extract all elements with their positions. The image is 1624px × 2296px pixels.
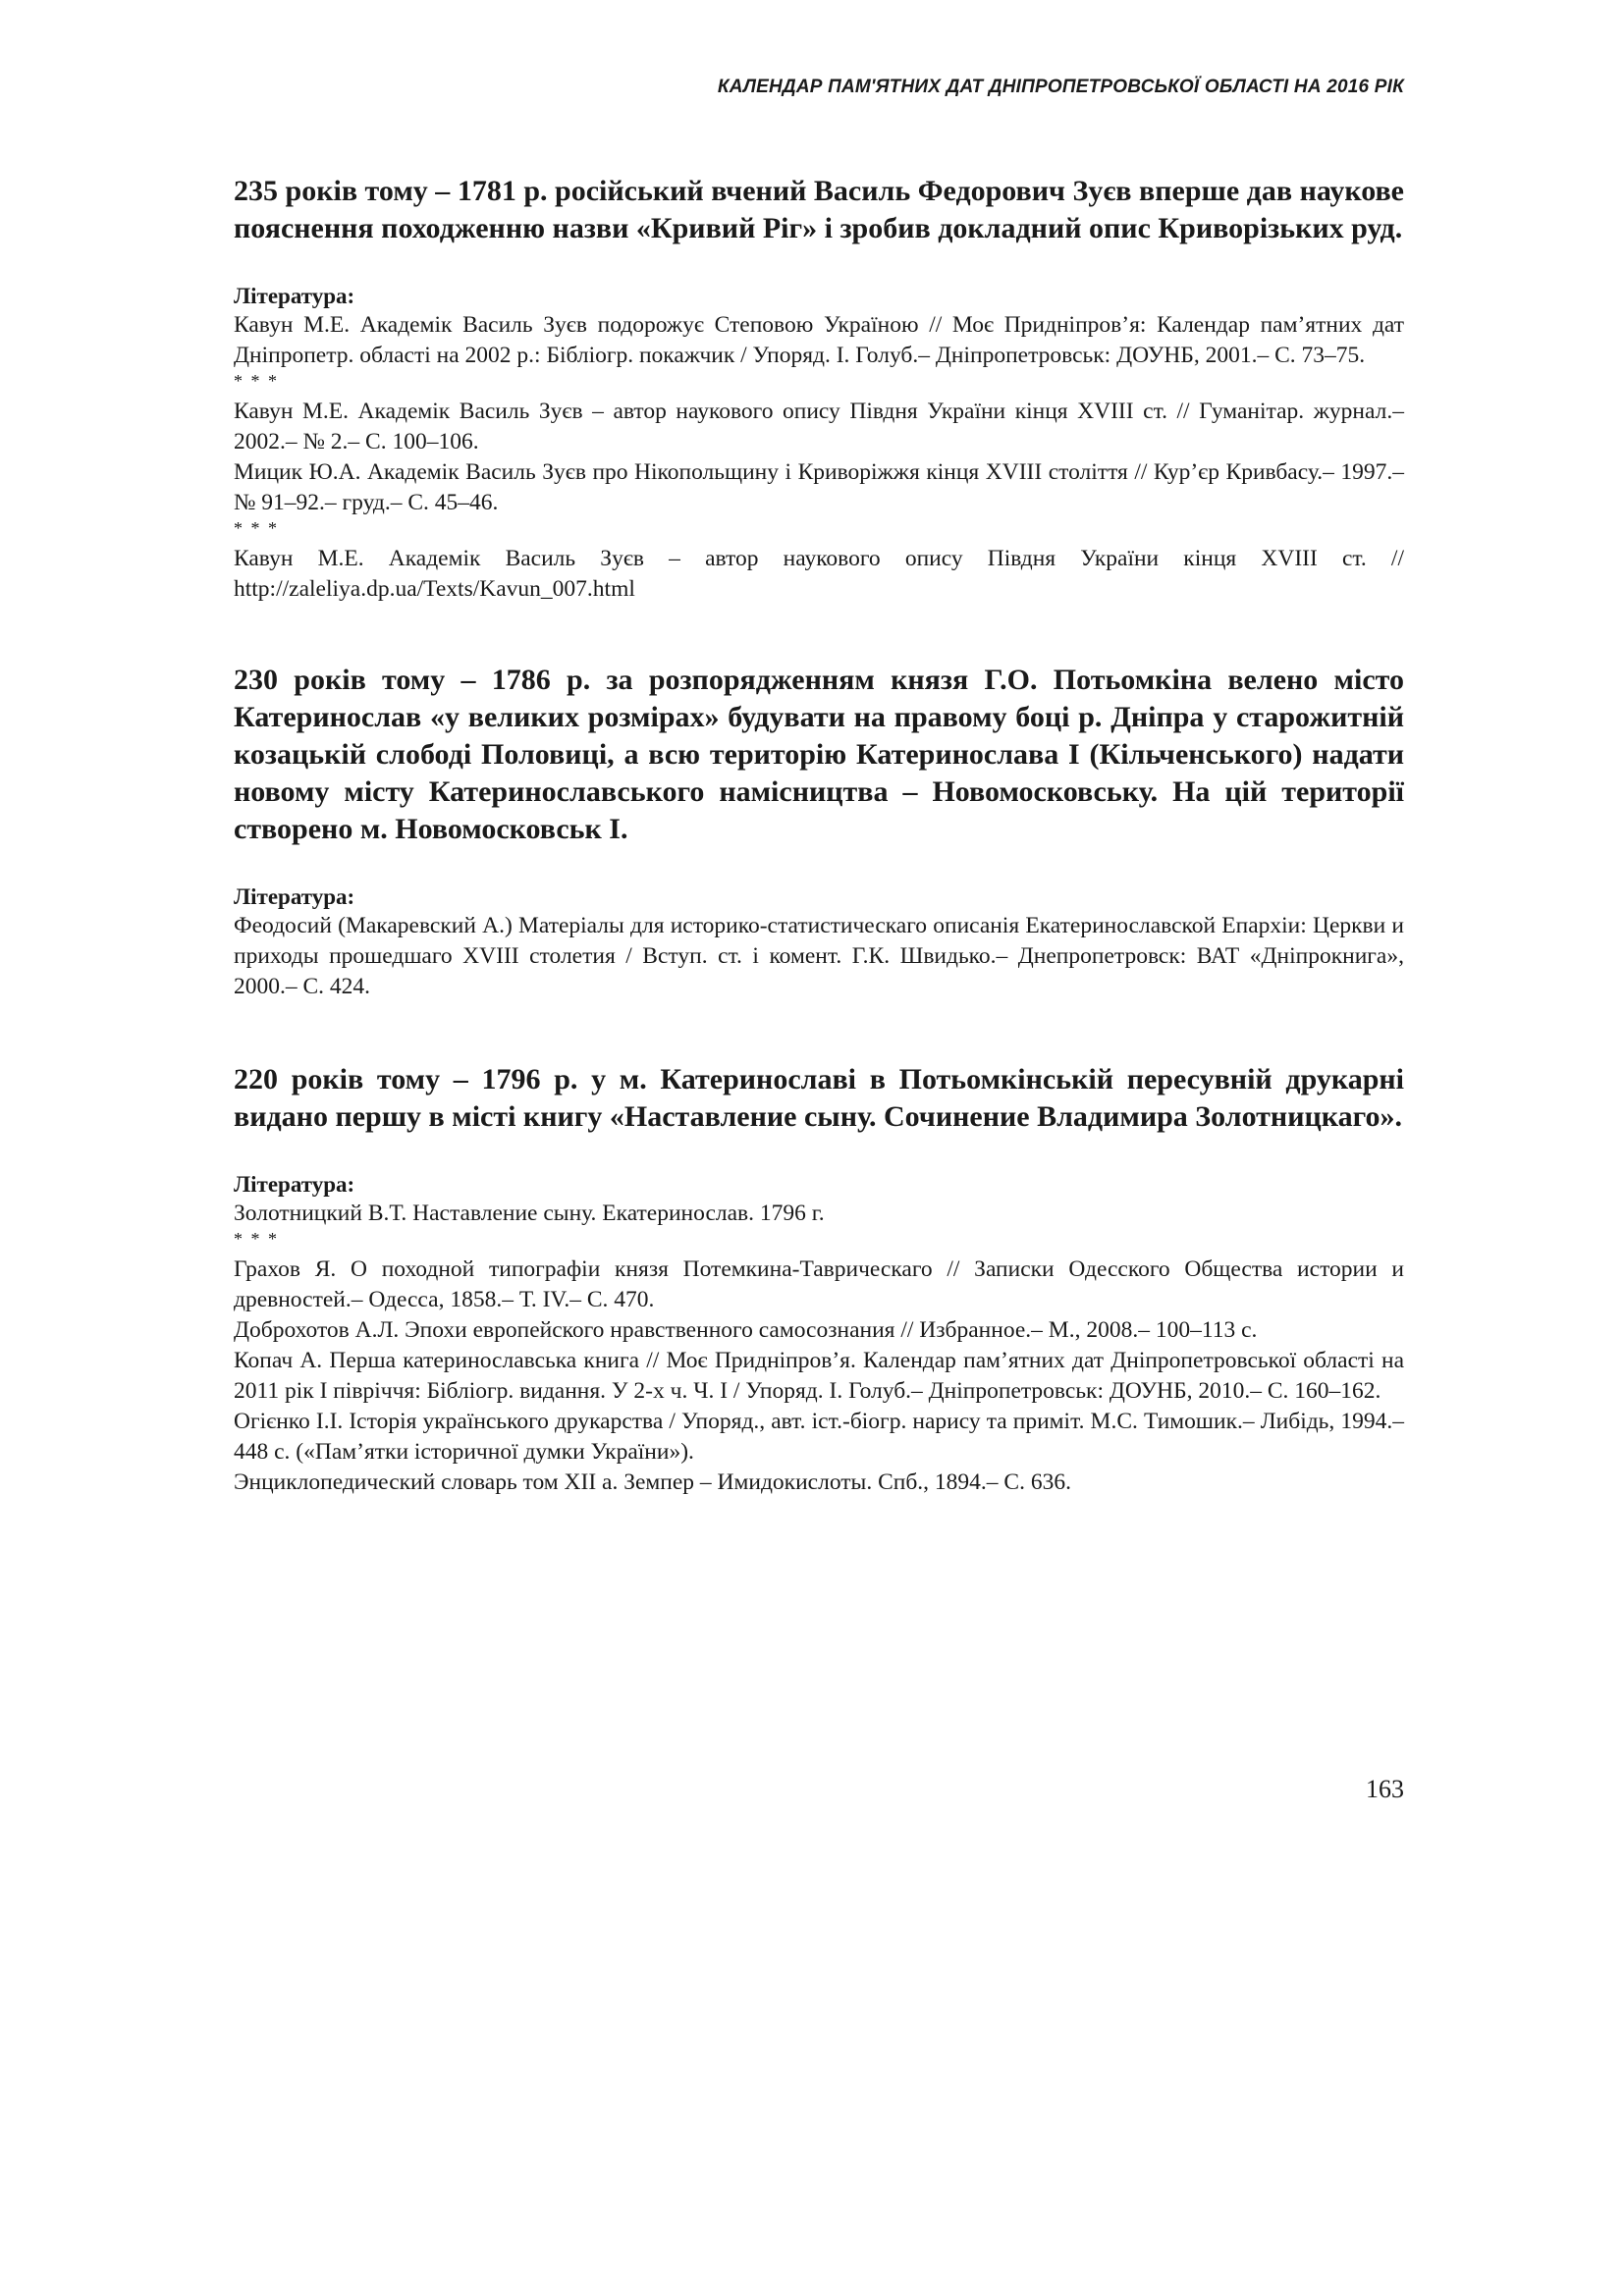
section-heading: 235 років тому – 1781 р. російський вчений Василь Федорович Зуєв вперше дав наукове пояснення походженню назви «Кривий Ріг» і зробив докладний опис Криворізьких руд. xyxy=(234,175,1404,244)
section-1796 xyxy=(234,1061,1404,1498)
reference-item: Грахов Я. О походной типографіи князя Потемкина-Таврическаго // Записки Одесского Общества истории и древностей.– Одесса, 1858.– Т. IV.– С. 470. xyxy=(234,1256,1404,1312)
section-heading: 220 років тому – 1796 р. у м. Катеринославі в Потьомкінській пересувній друкарні видано першу в місті книгу «Наставление сыну. Сочинение Владимира Золотницкаго». xyxy=(234,1063,1404,1133)
literature-label: Література: xyxy=(234,284,355,308)
separator: * * * xyxy=(234,371,279,391)
page-content xyxy=(234,173,1404,1498)
reference-item: Феодосий (Макаревский А.) Матеріалы для историко-статистическаго описанія Екатеринославской Епархіи: Церкви и приходы прошедшаго XVIII столетия / Вступ. ст. і комент. Г.К. Швидько.– Днепропетровск: ВАТ «Дніпрокнига», 2000.– С. 424. xyxy=(234,913,1404,999)
section-1781 xyxy=(234,173,1404,605)
reference-item: Кавун М.Е. Академік Василь Зуєв – автор наукового опису Півдня України кінця XVIII ст. // http://zaleliya.dp.ua/Texts/Kavun_007.html xyxy=(234,546,1404,602)
reference-item: Золотницкий В.Т. Наставление сыну. Екатеринослав. 1796 г. xyxy=(234,1201,825,1226)
reference-item: Копач А. Перша катеринославська книга // Моє Придніпров’я. Календар пам’ятних дат Дніпропетровської області на 2011 рік І півріччя: Бібліогр. видання. У 2-х ч. Ч. І / Упоряд. І. Голуб.– Дніпропетровськ: ДОУНБ, 2010.– С. 160–162. xyxy=(234,1348,1404,1404)
reference-item: Доброхотов А.Л. Эпохи европейского нравственного самосознания // Избранное.– М., 2008.– 100–113 с. xyxy=(234,1317,1258,1343)
reference-item: Кавун М.Е. Академік Василь Зуєв подорожує Степовою Україною // Моє Придніпров’я: Календар пам’ятних дат Дніпропетр. області на 2002 р.: Бібліогр. покажчик / Упоряд. І. Голуб.– Дніпропетровськ: ДОУНБ, 2001.– С. 73–75. xyxy=(234,312,1404,368)
running-header: КАЛЕНДАР ПАМ'ЯТНИХ ДАТ ДНІПРОПЕТРОВСЬКОЇ ОБЛАСТІ НА 2016 РІК xyxy=(717,77,1404,97)
reference-item: Мицик Ю.А. Академік Василь Зуєв про Нікопольщину і Криворіжжя кінця XVIII століття // Кур’єр Кривбасу.– 1997.– № 91–92.– груд.– С. 45–46. xyxy=(234,459,1404,515)
reference-item: Огієнко І.І. Історія українського друкарства / Упоряд., авт. іст.-біогр. нарису та приміт. М.С. Тимошик.– Либідь, 1994.– 448 с. («Пам’ятки історичної думки України»). xyxy=(234,1409,1404,1465)
page-number: 163 xyxy=(1366,1775,1404,1803)
literature-label: Література: xyxy=(234,884,355,909)
section-heading: 230 років тому – 1786 р. за розпорядженням князя Г.О. Потьомкіна велено місто Катеринослав «у великих розмірах» будувати на правому боці р. Дніпра у старожитній козацькій слободі Половиці, а всю територію Катеринослава I (Кільченського) надати новому місту Катеринославського намісництва – Новомосковську. На цій території створено м. Новомосковськ І. xyxy=(234,664,1404,845)
section-1786 xyxy=(234,662,1404,1002)
reference-item: Энциклопедический словарь том XII а. Земпер – Имидокислоты. Спб., 1894.– С. 636. xyxy=(234,1469,1071,1495)
reference-item: Кавун М.Е. Академік Василь Зуєв – автор наукового опису Півдня України кінця XVIII ст. // Гуманітар. журнал.– 2002.– № 2.– С. 100–106. xyxy=(234,399,1404,454)
literature-label: Література: xyxy=(234,1172,355,1197)
separator: * * * xyxy=(234,1229,279,1249)
separator: * * * xyxy=(234,518,279,538)
